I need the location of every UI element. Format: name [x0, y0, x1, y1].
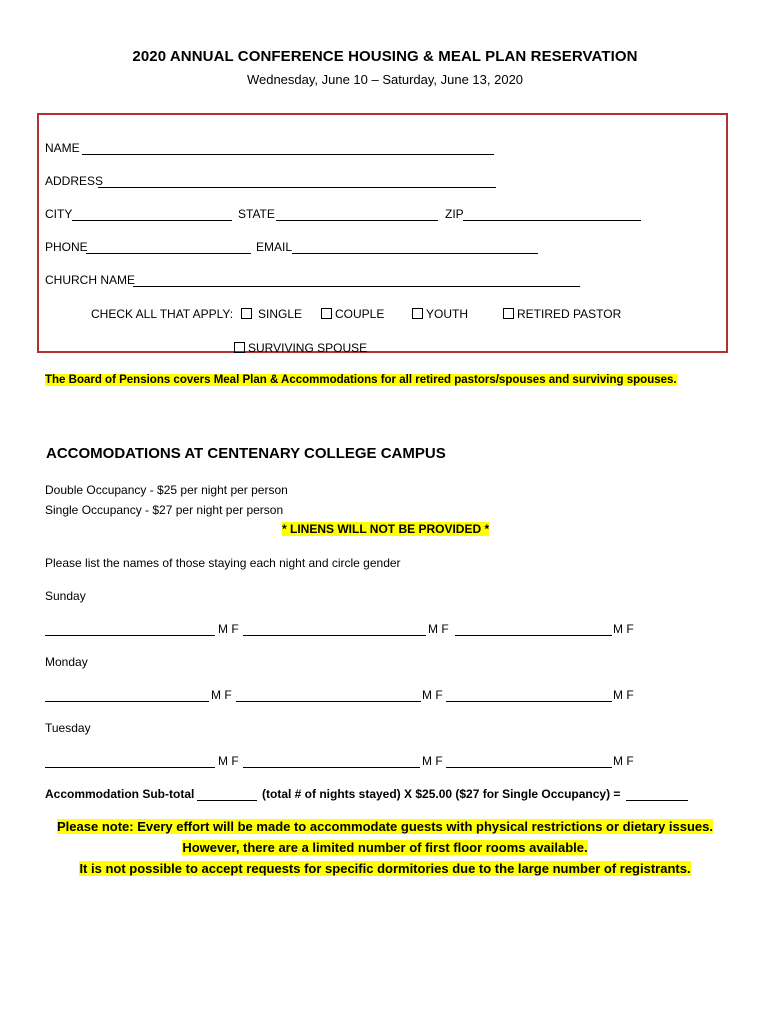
tuesday-name-field-1[interactable]	[45, 767, 215, 768]
email-label: EMAIL	[256, 240, 293, 254]
double-occupancy-rate: Double Occupancy - $25 per night per person	[45, 483, 288, 497]
linens-notice: * LINENS WILL NOT BE PROVIDED *	[282, 522, 490, 536]
couple-option[interactable]	[321, 307, 384, 321]
day-label-sunday: Sunday	[45, 589, 86, 603]
single-label: SINGLE	[258, 307, 303, 321]
please-note-line-2: However, there are a limited number of first floor rooms available.	[182, 840, 588, 855]
phone-field[interactable]	[86, 253, 251, 254]
subtotal-field[interactable]	[626, 800, 688, 801]
page-title: 2020 ANNUAL CONFERENCE HOUSING & MEAL PLAN RESERVATION	[132, 48, 638, 65]
church-name-label: CHURCH NAME	[45, 273, 135, 287]
zip-label: ZIP	[445, 207, 464, 221]
please-note-line-3: It is not possible to accept requests for specific dormitories due to the large number of registrants.	[79, 861, 691, 876]
gender-select[interactable]: M F	[218, 754, 239, 768]
zip-field[interactable]	[463, 220, 641, 221]
day-label-tuesday: Tuesday	[45, 721, 91, 735]
monday-name-field-3[interactable]	[446, 701, 612, 702]
couple-label: COUPLE	[335, 307, 385, 321]
email-field[interactable]	[292, 253, 538, 254]
church-name-field[interactable]	[133, 286, 580, 287]
city-label: CITY	[45, 207, 73, 221]
check-all-label: CHECK ALL THAT APPLY:	[91, 307, 234, 321]
gender-select[interactable]: M F	[211, 688, 232, 702]
monday-name-field-1[interactable]	[45, 701, 209, 702]
address-field[interactable]	[98, 187, 496, 188]
gender-select[interactable]: M F	[613, 754, 634, 768]
retired-pastor-option[interactable]	[503, 307, 621, 321]
youth-option[interactable]	[412, 307, 468, 321]
youth-checkbox[interactable]	[412, 308, 423, 319]
subtotal-label: Accommodation Sub-total	[45, 787, 195, 801]
pensions-note: The Board of Pensions covers Meal Plan & Accommodations for all retired pastors/spouses and surviving spouses.	[45, 374, 677, 386]
gender-select[interactable]: M F	[613, 622, 634, 636]
gender-select[interactable]: M F	[613, 688, 634, 702]
monday-name-field-2[interactable]	[236, 701, 421, 702]
address-label: ADDRESS	[45, 174, 104, 188]
event-dates: Wednesday, June 10 – Saturday, June 13, 2020	[246, 72, 524, 87]
sunday-name-field-1[interactable]	[45, 635, 215, 636]
gender-select[interactable]: M F	[428, 622, 449, 636]
please-note-line-1: Please note: Every effort will be made to accommodate guests with physical restrictions or dietary issues.	[57, 819, 713, 834]
surviving-spouse-checkbox[interactable]	[234, 342, 245, 353]
single-checkbox[interactable]	[241, 308, 252, 319]
retired-pastor-label: RETIRED PASTOR	[517, 307, 622, 321]
single-occupancy-rate: Single Occupancy - $27 per night per person	[45, 503, 284, 517]
youth-label: YOUTH	[426, 307, 468, 321]
name-label: NAME	[45, 141, 80, 155]
sunday-name-field-3[interactable]	[455, 635, 612, 636]
tuesday-name-field-2[interactable]	[243, 767, 420, 768]
phone-label: PHONE	[45, 240, 88, 254]
sunday-name-field-2[interactable]	[243, 635, 426, 636]
surviving-spouse-label: SURVIVING SPOUSE	[248, 341, 368, 355]
couple-checkbox[interactable]	[321, 308, 332, 319]
instructions-text: Please list the names of those staying each night and circle gender	[45, 556, 401, 570]
single-option[interactable]	[241, 307, 302, 321]
tuesday-name-field-3[interactable]	[446, 767, 612, 768]
state-field[interactable]	[276, 220, 438, 221]
accommodations-heading: ACCOMODATIONS AT CENTENARY COLLEGE CAMPUS	[46, 445, 446, 462]
gender-select[interactable]: M F	[422, 754, 443, 768]
retired-pastor-checkbox[interactable]	[503, 308, 514, 319]
name-field[interactable]	[82, 154, 494, 155]
subtotal-formula: (total # of nights stayed) X $25.00 ($27 for Single Occupancy) =	[262, 787, 621, 801]
city-field[interactable]	[72, 220, 232, 221]
nights-field[interactable]	[197, 800, 257, 801]
surviving-spouse-option[interactable]	[234, 341, 367, 355]
gender-select[interactable]: M F	[218, 622, 239, 636]
day-label-monday: Monday	[45, 655, 88, 669]
gender-select[interactable]: M F	[422, 688, 443, 702]
state-label: STATE	[238, 207, 275, 221]
